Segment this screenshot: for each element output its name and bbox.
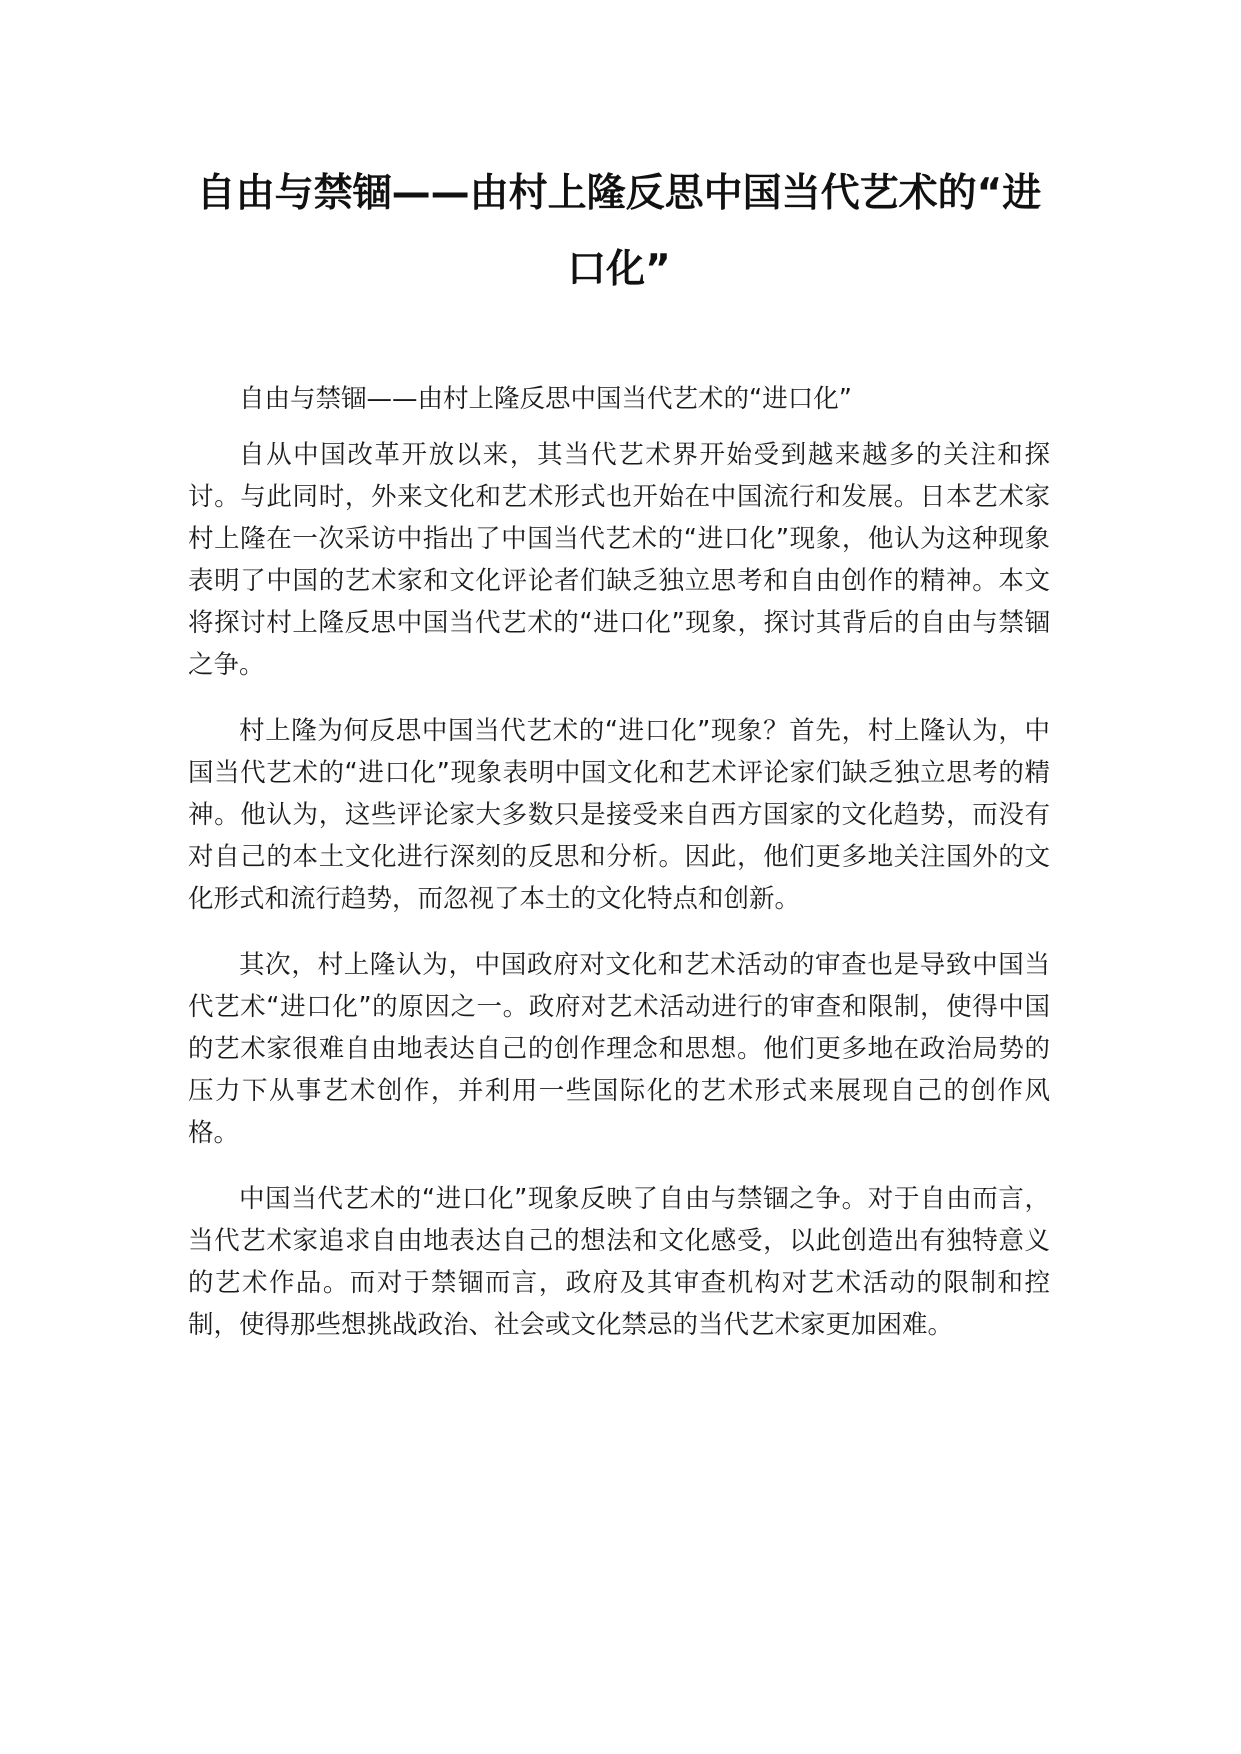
document-title: 自由与禁锢——由村上隆反思中国当代艺术的“进口化” xyxy=(196,171,1042,292)
paragraph-reason-one: 村上隆为何反思中国当代艺术的“进口化”现象？首先，村上隆认为，中国当代艺术的“进口化”现象表明中国文化和艺术评论家们缺乏独立思考的精神。他认为，这些评论家大多数只是接受来自西方国家的文化趋势，而没有对自己的本土文化进行深刻的反思和分析。因此，他们更多地关注国外的文化形式和流行趋势，而忽视了本土的文化特点和创新。 xyxy=(188,716,1050,914)
paragraph-reason-two: 其次，村上隆认为，中国政府对文化和艺术活动的审查也是导致中国当代艺术“进口化”的原因之一。政府对艺术活动进行的审查和限制，使得中国的艺术家很难自由地表达自己的创作理念和思想。他们更多地在政治局势的压力下从事艺术创作，并利用一些国际化的艺术形式来展现自己的创作风格。 xyxy=(188,950,1050,1148)
paragraph-subtitle: 自由与禁锢——由村上隆反思中国当代艺术的“进口化” xyxy=(239,384,852,414)
document-body xyxy=(188,378,1050,1370)
paragraph-intro: 自从中国改革开放以来，其当代艺术界开始受到越来越多的关注和探讨。与此同时，外来文化和艺术形式也开始在中国流行和发展。日本艺术家村上隆在一次采访中指出了中国当代艺术的“进口化”现象，他认为这种现象表明了中国的艺术家和文化评论者们缺乏独立思考和自由创作的精神。本文将探讨村上隆反思中国当代艺术的“进口化”现象，探讨其背后的自由与禁锢之争。 xyxy=(188,440,1050,680)
paragraph-conclusion: 中国当代艺术的“进口化”现象反映了自由与禁锢之争。对于自由而言，当代艺术家追求自由地表达自己的想法和文化感受，以此创造出有独特意义的艺术作品。而对于禁锢而言，政府及其审查机构对艺术活动的限制和控制，使得那些想挑战政治、社会或文化禁忌的当代艺术家更加困难。 xyxy=(188,1184,1050,1340)
